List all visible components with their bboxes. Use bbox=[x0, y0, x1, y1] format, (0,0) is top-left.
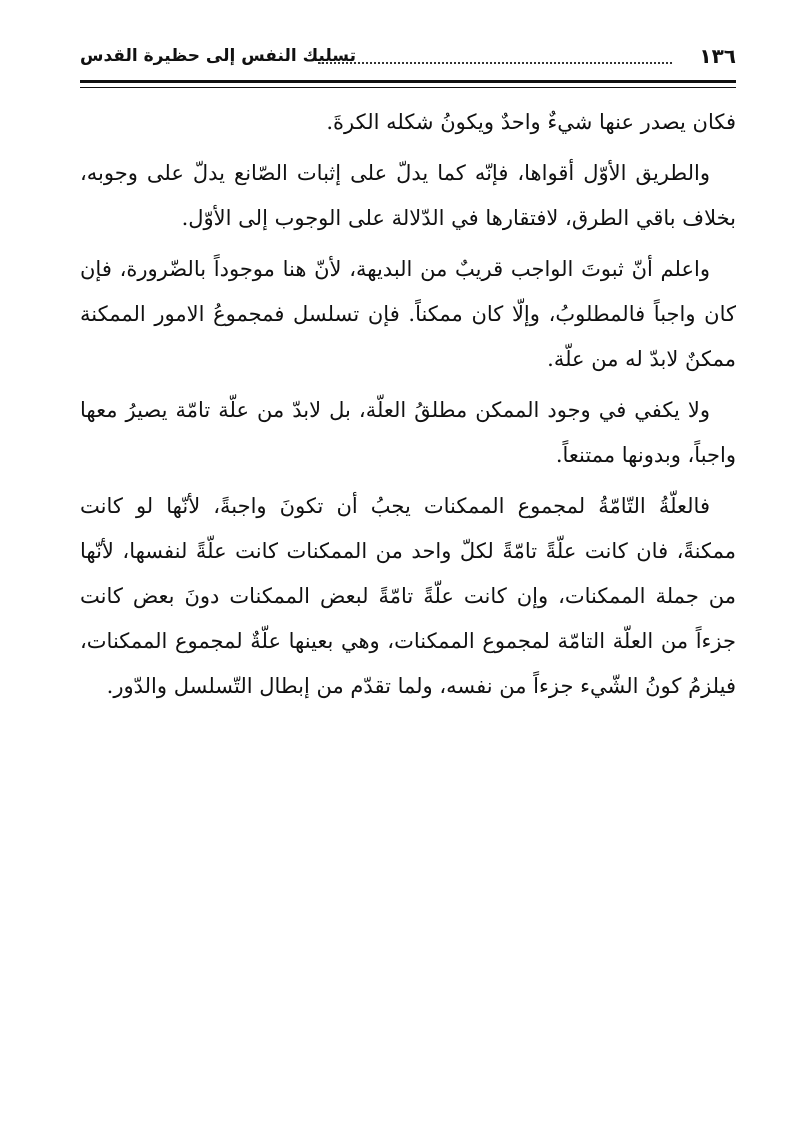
header-dotted-leader bbox=[318, 62, 672, 64]
page-header bbox=[80, 40, 736, 76]
body-text bbox=[80, 100, 736, 715]
paragraph-1: فكان يصدر عنها شيءٌ واحدٌ ويكونُ شكله الكرةَ. bbox=[326, 110, 736, 134]
header-rule-thick bbox=[80, 80, 736, 83]
page-number: ١٣٦ bbox=[699, 44, 736, 68]
paragraph-4: ولا يكفي في وجود الممكن مطلقُ العلّة، بل لابدّ من علّة تامّة يصيرُ معها واجباً، وبدونها ممتنعاً. bbox=[80, 398, 736, 467]
paragraph-3: واعلم أنّ ثبوتَ الواجب قريبٌ من البديهة، لأنّ هنا موجوداً بالضّرورة، فإن كان واجباً فالمطلوبُ، وإلّا كان ممكناً. فإن تسلسل فمجموعُ الامور الممكنة ممكنٌ لابدّ له من علّة. bbox=[80, 257, 736, 371]
header-rule-thin bbox=[80, 87, 736, 88]
paragraph-2: والطريق الأوّل أقواها، فإنّه كما يدلّ على إثبات الصّانع يدلّ على وجوبه، بخلاف باقي الطرق، لافتقارها في الدّلالة على الوجوب إلى الأوّل. bbox=[80, 161, 736, 230]
paragraph-5: فالعلّةُ التّامّةُ لمجموع الممكنات يجبُ أن تكونَ واجبةً، لأنّها لو كانت ممكنةً، فان كانت علّةً تامّةً لكلّ واحد من الممكنات كانت علّةً لنفسها، لأنّها من جملة الممكنات، وإن كانت علّةً تامّةً لبعض الممكنات دونَ بعض كانت جزءاً من العلّة التامّة لمجموع الممكنات، وهي بعينها علّةٌ لمجموع الممكنات، فيلزمُ كونُ الشّيء جزءاً من نفسه، ولما تقدّم من إبطال التّسلسل والدّور. bbox=[80, 494, 736, 698]
running-title: تسليك النفس إلى حظيرة القدس bbox=[80, 46, 356, 66]
